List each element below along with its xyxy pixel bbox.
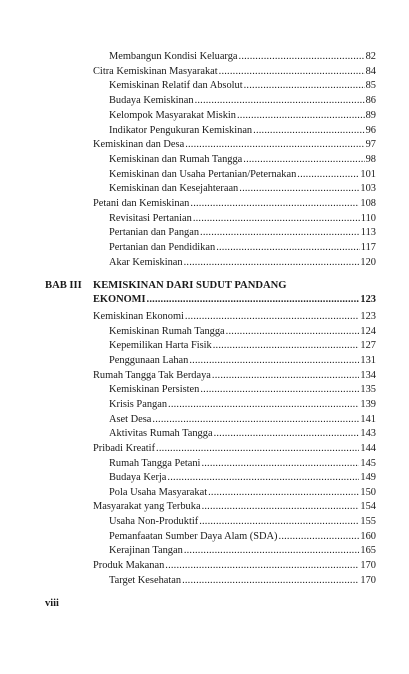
toc-entry-title: Produk Makanan	[93, 560, 165, 572]
toc-entry-title: Kemiskinan dan Usaha Pertanian/Peternakan	[109, 168, 297, 180]
toc-entry[interactable]	[93, 197, 376, 211]
toc-entry[interactable]	[93, 65, 376, 79]
toc-entry-title: Pemanfaatan Sumber Daya Alam (SDA)	[109, 530, 278, 542]
toc-entry-title: Kerajinan Tangan	[109, 545, 183, 557]
dot-leader	[184, 256, 360, 270]
toc-entry[interactable]	[109, 109, 376, 123]
toc-entry[interactable]	[109, 457, 376, 471]
dot-leader	[208, 486, 359, 500]
toc-entry-title: Petani dan Kemiskinan	[93, 198, 190, 209]
dot-leader	[201, 457, 359, 471]
dot-leader	[214, 427, 360, 441]
toc-entry[interactable]	[109, 427, 376, 441]
dot-leader	[190, 197, 359, 211]
toc-entry-title: Kemiskinan Relatif dan Absolut	[109, 80, 243, 92]
toc-entry[interactable]	[109, 79, 376, 93]
toc-entry-page: 131	[360, 354, 376, 366]
toc-entry-page: 98	[365, 153, 376, 165]
dot-leader	[200, 226, 360, 240]
dot-leader	[243, 153, 364, 167]
toc-entry[interactable]	[93, 442, 376, 456]
dot-leader	[185, 138, 364, 152]
toc-entry-title: Pribadi Kreatif	[93, 442, 156, 454]
toc-entry-title: Kemiskinan Persisten	[109, 384, 200, 396]
toc-entry[interactable]	[109, 153, 376, 167]
dot-leader	[182, 574, 359, 588]
toc-entry-page: 170	[360, 574, 376, 586]
toc-entry[interactable]	[109, 182, 376, 196]
toc-entry[interactable]	[109, 168, 376, 182]
toc-entry-page: 165	[360, 545, 376, 557]
dot-leader	[184, 544, 360, 558]
toc-entry-page: 108	[360, 198, 376, 209]
toc-entry-title: Rumah Tangga Petani	[109, 457, 201, 469]
toc-entry-page: 86	[365, 95, 376, 107]
toc-entry-page: 170	[360, 560, 376, 572]
dot-leader	[226, 325, 360, 339]
toc-entry-page: 85	[365, 80, 376, 92]
toc-entry-page: 101	[360, 168, 376, 180]
dot-leader	[253, 124, 364, 138]
dot-leader	[189, 354, 359, 368]
toc-entry-page: 143	[360, 428, 376, 440]
toc-entry-title: Masyarakat yang Terbuka	[93, 501, 201, 513]
toc-entry[interactable]	[109, 339, 376, 353]
toc-entry-page: 141	[360, 413, 376, 425]
toc-entry[interactable]	[109, 241, 376, 255]
toc-entry[interactable]	[109, 212, 376, 226]
toc-entry-title: Aktivitas Rumah Tangga	[109, 428, 213, 440]
toc-entry-title: Pertanian dan Pendidikan	[109, 242, 216, 254]
toc-entry[interactable]	[109, 124, 376, 138]
toc-entry-title: Usaha Non-Produktif	[109, 516, 199, 528]
dot-leader	[165, 559, 359, 573]
toc-entry[interactable]	[109, 530, 376, 544]
toc-entry[interactable]	[109, 574, 376, 588]
toc-entry[interactable]	[93, 559, 376, 573]
toc-entry-title: Membangun Kondisi Keluarga	[109, 51, 238, 62]
toc-entry[interactable]	[109, 383, 376, 397]
toc-entry-page: 154	[360, 501, 376, 513]
toc-entry-page: 149	[360, 472, 376, 484]
dot-leader	[239, 182, 359, 196]
toc-entry-page: 160	[360, 530, 376, 542]
chapter-title-line2-row[interactable]	[93, 293, 376, 307]
dot-leader	[152, 413, 359, 427]
toc-entry-title: Kepemilikan Harta Fisik	[109, 340, 212, 352]
toc-entry[interactable]	[93, 138, 376, 152]
page-folio: viii	[45, 598, 59, 609]
toc-entry[interactable]	[109, 413, 376, 427]
toc-entry-page: 113	[360, 227, 376, 239]
toc-entry-title: Aset Desa	[109, 413, 152, 425]
toc-entry-page: 144	[360, 442, 376, 454]
toc-entry-title: Budaya Kemiskinan	[109, 95, 194, 107]
toc-entry-title: Kemiskinan dan Desa	[93, 139, 185, 151]
toc-entry-page: 134	[360, 369, 376, 381]
dot-leader	[237, 109, 365, 123]
dot-leader	[216, 241, 360, 255]
chapter-title-line1: KEMISKINAN DARI SUDUT PANDANG	[93, 280, 287, 291]
toc-entry-page: 117	[360, 242, 376, 254]
chapter-title-line2: EKONOMI	[93, 294, 146, 305]
dot-leader	[297, 168, 359, 182]
toc-entry[interactable]	[109, 325, 376, 339]
toc-entry-title: Krisis Pangan	[109, 398, 168, 410]
toc-entry[interactable]	[93, 369, 376, 383]
dot-leader	[156, 442, 359, 456]
toc-entry-page: 127	[360, 340, 376, 352]
toc-entry[interactable]	[109, 354, 376, 368]
dot-leader	[195, 94, 365, 108]
toc-entry-title: Pola Usaha Masyarakat	[109, 486, 208, 498]
dot-leader	[239, 50, 365, 64]
toc-entry-page: 120	[360, 256, 376, 268]
chapter-label: BAB III	[45, 280, 82, 291]
dot-leader	[279, 530, 360, 544]
dot-leader	[168, 398, 359, 412]
toc-entry-title: Akar Kemiskinan	[109, 256, 183, 268]
toc-entry[interactable]	[109, 94, 376, 108]
toc-entry-page: 150	[360, 486, 376, 498]
toc-entry-page: 155	[360, 516, 376, 528]
toc-entry-title: Penggunaan Lahan	[109, 354, 189, 366]
toc-entry-title: Kelompok Masyarakat Miskin	[109, 109, 236, 121]
toc-entry-page: 97	[365, 139, 376, 151]
dot-leader	[199, 515, 359, 529]
toc-entry-title: Target Kesehatan	[109, 574, 182, 586]
dot-leader	[244, 79, 365, 93]
toc-entry-title: Kemiskinan dan Kesejahteraan	[109, 183, 239, 195]
toc-entry-page: 145	[360, 457, 376, 469]
dot-leader	[185, 310, 359, 324]
toc-entry-page: 123	[360, 311, 376, 322]
toc-entry-page: 103	[360, 183, 376, 195]
toc-entry[interactable]	[109, 544, 376, 558]
toc-entry-title: Citra Kemiskinan Masyarakat	[93, 65, 218, 77]
toc-entry-page: 110	[360, 212, 376, 224]
toc-entry[interactable]	[109, 471, 376, 485]
toc-entry-page: 124	[360, 325, 376, 337]
toc-entry-title: Budaya Kerja	[109, 472, 167, 484]
dot-leader	[147, 293, 360, 307]
dot-leader	[200, 383, 359, 397]
toc-entry[interactable]	[109, 398, 376, 412]
toc-entry[interactable]	[109, 256, 376, 270]
toc-entry-title: Rumah Tangga Tak Berdaya	[93, 369, 211, 381]
toc-entry[interactable]	[109, 486, 376, 500]
toc-entry-page: 82	[365, 51, 376, 62]
toc-entry-page: 96	[365, 124, 376, 136]
toc-entry-title: Pertanian dan Pangan	[109, 227, 200, 239]
toc-entry-title: Kemiskinan dan Rumah Tangga	[109, 153, 243, 165]
toc-entry-page: 139	[360, 398, 376, 410]
toc-entry[interactable]	[109, 50, 376, 64]
toc-entry-title: Revisitasi Pertanian	[109, 212, 192, 224]
toc-entry[interactable]	[109, 515, 376, 529]
toc-entry[interactable]	[93, 310, 376, 324]
toc-entry-page: 89	[365, 109, 376, 121]
dot-leader	[193, 212, 360, 226]
toc-entry-page: 84	[365, 65, 376, 77]
dot-leader	[202, 500, 360, 514]
toc-entry-title: Kemiskinan Ekonomi	[93, 311, 184, 322]
toc-entry[interactable]	[109, 226, 376, 240]
dot-leader	[212, 369, 359, 383]
chapter-page-number: 123	[360, 294, 376, 305]
toc-entry-title: Indikator Pengukuran Kemiskinan	[109, 124, 253, 136]
toc-entry[interactable]	[93, 500, 376, 514]
dot-leader	[167, 471, 359, 485]
toc-entry-title: Kemiskinan Rumah Tangga	[109, 325, 225, 337]
dot-leader	[213, 339, 360, 353]
dot-leader	[219, 65, 365, 79]
toc-entry-page: 135	[360, 384, 376, 396]
